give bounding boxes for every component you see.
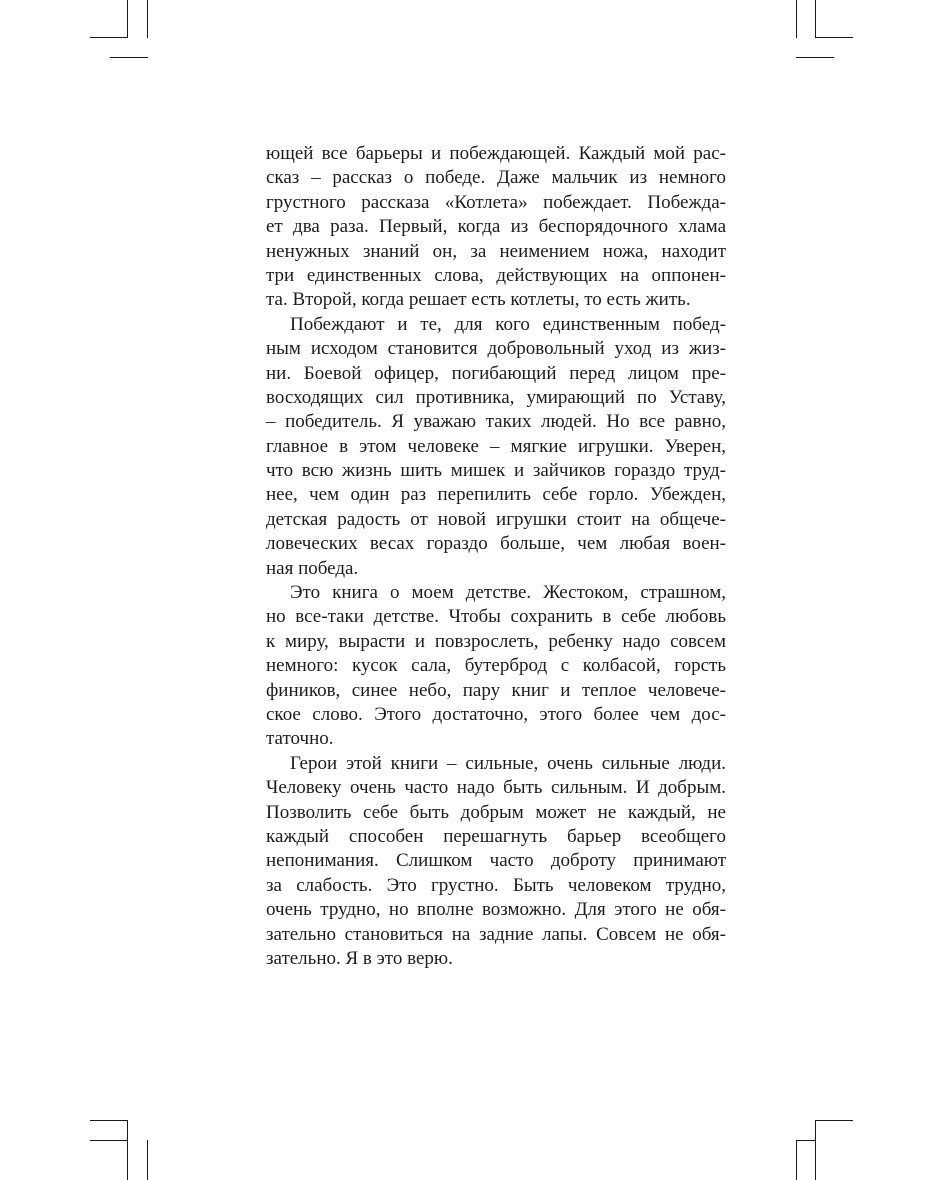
text-line: немного: кусок сала, бутерброд с колбасой, горсть bbox=[266, 655, 726, 677]
crop-mark-top-left-vertical-outer bbox=[127, 0, 128, 38]
text-line: ненужных знаний он, за неимением ножа, находит bbox=[266, 240, 726, 262]
text-line: зательно. Я в это верю. bbox=[266, 947, 453, 969]
crop-mark-top-left-horizontal bbox=[90, 37, 128, 38]
text-line: Герои этой книги – сильные, очень сильные люди. bbox=[290, 752, 726, 774]
text-line: ющей все барьеры и побеждающей. Каждый мой рас- bbox=[266, 143, 726, 164]
paragraph bbox=[266, 581, 726, 752]
crop-mark-bottom-right-vertical-outer bbox=[815, 1120, 816, 1180]
text-line: ское слово. Этого достаточно, этого более чем дос- bbox=[266, 703, 726, 725]
text-line: очень трудно, но вполне возможно. Для этого не обя- bbox=[266, 899, 726, 921]
text-line: детская радость от новой игрушки стоит на общече- bbox=[266, 508, 726, 530]
text-line: Позволить себе быть добрым может не каждый, не bbox=[266, 801, 726, 823]
body-text bbox=[266, 142, 726, 971]
crop-mark-bottom-left-horizontal-inner bbox=[90, 1140, 128, 1141]
text-line: к миру, вырасти и повзрослеть, ребенку надо совсем bbox=[266, 630, 726, 652]
crop-mark-bottom-right-horizontal-inner bbox=[796, 1140, 816, 1141]
crop-mark-top-right-vertical-inner bbox=[796, 0, 797, 38]
paragraph bbox=[266, 142, 726, 313]
text-line: непонимания. Слишком часто доброту принимают bbox=[266, 850, 726, 872]
crop-mark-top-right-horizontal-inner bbox=[796, 57, 834, 58]
crop-mark-top-left-vertical-inner bbox=[147, 0, 148, 38]
crop-mark-top-left-horizontal-inner bbox=[110, 57, 148, 58]
text-line: ловеческих весах гораздо больше, чем любая воен- bbox=[266, 533, 726, 555]
crop-mark-top-right-horizontal bbox=[815, 37, 853, 38]
text-line: фиников, синее небо, пару книг и теплое человече- bbox=[266, 679, 726, 701]
text-line: что всю жизнь шить мишек и зайчиков гораздо труд- bbox=[266, 460, 726, 482]
paragraph bbox=[266, 752, 726, 972]
text-line: но все-таки детстве. Чтобы сохранить в себе любовь bbox=[266, 606, 726, 628]
text-line: три единственных слова, действующих на оппонен- bbox=[266, 264, 726, 286]
text-line: нее, чем один раз перепилить себе горло. Убежден, bbox=[266, 484, 726, 506]
text-line: грустного рассказа «Котлета» побеждает. Побежда- bbox=[266, 191, 726, 213]
paragraph bbox=[266, 313, 726, 581]
text-line: ет два раза. Первый, когда из беспорядочного хлама bbox=[266, 216, 726, 238]
crop-mark-bottom-left-vertical-inner bbox=[147, 1140, 148, 1180]
text-line: сказ – рассказ о победе. Даже мальчик из немного bbox=[266, 167, 726, 189]
text-line: таточно. bbox=[266, 728, 334, 750]
crop-mark-bottom-right-horizontal bbox=[815, 1120, 853, 1121]
crop-mark-top-right-vertical-outer bbox=[815, 0, 816, 38]
text-line: Побеждают и те, для кого единственным побед- bbox=[290, 313, 726, 335]
crop-mark-bottom-right-vertical-inner bbox=[796, 1140, 797, 1180]
crop-mark-bottom-left-vertical-outer bbox=[127, 1120, 128, 1180]
text-line: ным исходом становится добровольный уход из жиз- bbox=[266, 338, 726, 360]
text-line: восходящих сил противника, умирающий по Уставу, bbox=[266, 386, 726, 408]
text-line: ная победа. bbox=[266, 557, 359, 579]
text-line: – победитель. Я уважаю таких людей. Но все равно, bbox=[266, 411, 726, 433]
text-line: та. Второй, когда решает есть котлеты, то есть жить. bbox=[266, 289, 691, 311]
text-line: главное в этом человеке – мягкие игрушки. Уверен, bbox=[266, 435, 726, 457]
text-line: Это книга о моем детстве. Жестоком, страшном, bbox=[290, 582, 726, 604]
text-line: зательно становиться на задние лапы. Совсем не обя- bbox=[266, 923, 726, 945]
text-line: каждый способен перешагнуть барьер всеобщего bbox=[266, 825, 726, 847]
text-line: за слабость. Это грустно. Быть человеком трудно, bbox=[266, 874, 726, 896]
text-line: Человеку очень часто надо быть сильным. И добрым. bbox=[266, 777, 726, 799]
text-line: ни. Боевой офицер, погибающий перед лицом пре- bbox=[266, 362, 726, 384]
crop-mark-bottom-left-horizontal bbox=[90, 1120, 128, 1121]
